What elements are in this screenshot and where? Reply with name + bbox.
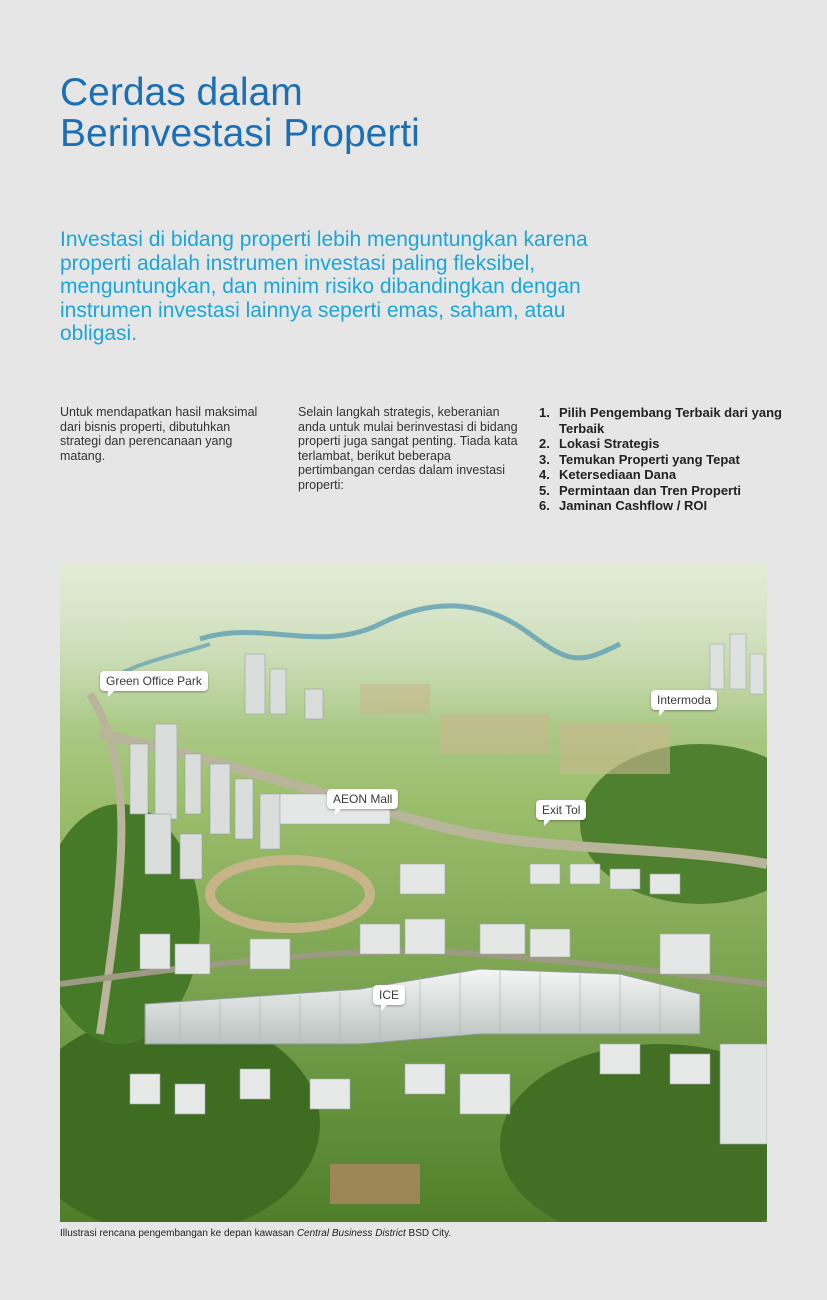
list-item-number: 6. (539, 498, 550, 513)
caption-text-after: BSD City. (405, 1228, 452, 1239)
caption-text-italic: Central Business District (296, 1228, 406, 1239)
caption-text-before: Illustrasi rencana pengembangan ke depan kawasan (60, 1228, 297, 1239)
list-item-number: 3. (539, 451, 550, 467)
list-item (539, 467, 784, 483)
map-label-intermoda: Intermoda (651, 690, 717, 710)
list-item-number: 4. (539, 467, 550, 482)
title-line-2: Berinvestasi Properti (60, 112, 420, 155)
list-item (539, 452, 784, 468)
list-item-text: Lokasi Strategis (559, 436, 660, 451)
list-item-number: 1. (539, 405, 550, 420)
list-item (539, 405, 784, 436)
list-item-text: Permintaan dan Tren Properti (559, 482, 742, 498)
list-item (539, 436, 784, 452)
map-label-aeon-mall: AEON Mall (327, 789, 398, 809)
list-item-text: Jaminan Cashflow / ROI (559, 498, 708, 513)
aerial-illustration (60, 564, 767, 1222)
map-label-exit-tol: Exit Tol (536, 800, 586, 820)
map-label-ice: ICE (373, 985, 405, 1005)
list-item-number: 2. (539, 436, 550, 451)
map-label-green-office-park: Green Office Park (100, 671, 208, 691)
list-item (539, 483, 784, 499)
list-item (539, 498, 784, 514)
considerations-list (539, 405, 784, 514)
title-line-1: Cerdas dalam (60, 71, 303, 114)
list-item-text: Ketersediaan Dana (559, 467, 677, 482)
list-item-number: 5. (539, 482, 550, 498)
image-caption (60, 1228, 451, 1240)
intro-column-2: Selain langkah strategis, keberanian anda untuk mulai berinvestasi di bidang properti juga sangat penting. Tiada kata terlambat, berikut beberapa pertimbangan cerdas dalam investasi properti: (298, 405, 518, 492)
page-title (60, 72, 420, 154)
intro-column-1: Untuk mendapatkan hasil maksimal dari bisnis properti, dibutuhkan strategi dan perencanaan yang matang. (60, 405, 258, 463)
lead-paragraph: Investasi di bidang properti lebih menguntungkan karena properti adalah instrumen investasi paling fleksibel, menguntungkan, dan minim risiko dibandingkan dengan instrumen investasi lainnya seperti emas, saham, atau obligasi. (60, 228, 588, 345)
list-item-text: Temukan Properti yang Tepat (559, 451, 740, 467)
list-item-text: Pilih Pengembang Terbaik dari yang Terbaik (559, 405, 782, 436)
